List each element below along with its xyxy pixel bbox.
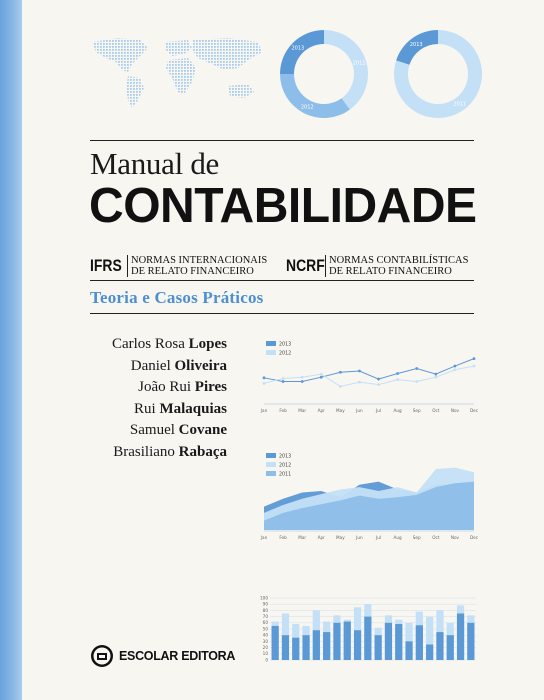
- x-tick-label: Sep: [412, 535, 421, 540]
- book-spine: [0, 0, 22, 700]
- legend-label: 2013: [279, 454, 292, 460]
- author: [112, 399, 227, 421]
- x-tick-label: Jun: [356, 408, 363, 413]
- bar-dark: [385, 623, 392, 660]
- y-tick-label: 80: [262, 607, 268, 613]
- publisher-logo-icon: [90, 644, 114, 668]
- x-tick-label: Oct: [432, 535, 440, 540]
- oceania-shape: [228, 84, 254, 98]
- legend-swatch: [266, 350, 276, 355]
- bar-dark: [272, 626, 279, 660]
- legend-label: 2013: [279, 342, 292, 348]
- x-tick-label: Jul: [376, 535, 382, 540]
- author-first-name: Brasiliano: [113, 443, 175, 460]
- author-first-name: João Rui: [138, 379, 192, 395]
- subtitle-rule: [90, 313, 474, 314]
- line-point: [282, 380, 285, 383]
- donut-chart-right: [390, 26, 486, 122]
- x-tick-label: Jul: [376, 408, 382, 413]
- y-tick-label: 0: [265, 657, 268, 663]
- line-point: [320, 373, 323, 376]
- donut-slice: [280, 74, 350, 118]
- y-tick-label: 90: [262, 601, 268, 607]
- top-rule: [90, 140, 474, 141]
- line-point: [263, 382, 266, 385]
- x-tick-label: Apr: [317, 535, 325, 540]
- author-last-name: Covane: [178, 422, 227, 438]
- world-map-illustration: [88, 34, 268, 114]
- author: [112, 420, 227, 442]
- line-point: [339, 385, 342, 388]
- author: [112, 442, 227, 464]
- x-tick-label: Feb: [279, 535, 287, 540]
- line-point: [434, 373, 437, 376]
- line-point: [358, 381, 361, 384]
- author-list: [112, 334, 227, 463]
- x-tick-label: Mar: [298, 408, 307, 413]
- author: [112, 334, 227, 356]
- x-tick-label: Feb: [279, 408, 287, 413]
- author-first-name: Daniel: [130, 357, 171, 374]
- bar-dark: [375, 635, 382, 660]
- bar-dark: [344, 622, 351, 660]
- line-point: [415, 380, 418, 383]
- asia-shape: [192, 38, 262, 70]
- legend-swatch: [266, 462, 276, 467]
- donut-slice-label: 2011: [453, 101, 467, 108]
- x-tick-label: Nov: [450, 408, 460, 413]
- line-point: [454, 368, 457, 371]
- bar-dark: [395, 624, 402, 660]
- ncrf-line-1: NORMAS CONTABILÍSTICAS: [329, 255, 469, 266]
- ifrs-line-1: NORMAS INTERNACIONAIS: [131, 255, 268, 266]
- x-tick-label: Dec: [469, 535, 479, 540]
- line-point: [415, 367, 418, 370]
- legend-swatch: [266, 471, 276, 476]
- line-point: [454, 365, 457, 368]
- bar-dark: [467, 623, 474, 660]
- x-tick-label: Apr: [317, 408, 325, 413]
- line-point: [301, 380, 304, 383]
- line-point: [358, 370, 361, 373]
- author-first-name: Rui: [134, 400, 156, 417]
- bar-dark: [426, 645, 433, 661]
- legend-label: 2012: [279, 463, 292, 469]
- mid-rule: [90, 280, 474, 281]
- bar-chart: [256, 594, 480, 666]
- ncrf-line-2: DE RELATO FINANCEIRO: [329, 266, 452, 277]
- x-tick-label: Sep: [412, 408, 421, 413]
- line-point: [396, 372, 399, 375]
- ifrs-description: [127, 255, 267, 277]
- line-point: [396, 378, 399, 381]
- author-last-name: Rabaça: [178, 443, 227, 460]
- line-point: [434, 376, 437, 379]
- x-tick-label: May: [336, 535, 345, 540]
- author-last-name: Oliveira: [174, 357, 227, 374]
- bar-dark: [302, 635, 309, 660]
- y-tick-label: 30: [262, 638, 268, 644]
- line-point: [377, 378, 380, 381]
- subtitle: Teoria e Casos Práticos: [90, 288, 264, 307]
- publisher-name: ESCOLAR EDITORA: [119, 649, 236, 663]
- author-first-name: Samuel: [129, 422, 175, 438]
- line-point: [473, 357, 476, 360]
- author: [112, 377, 227, 399]
- bar-dark: [282, 635, 289, 660]
- x-tick-label: Jun: [356, 535, 363, 540]
- line-point: [377, 383, 380, 386]
- europe-shape: [166, 40, 192, 56]
- line-point: [473, 365, 476, 368]
- y-tick-label: 20: [262, 645, 268, 650]
- line-point: [320, 376, 323, 379]
- donut-slice-label: 2011: [352, 60, 366, 67]
- y-tick-label: 50: [262, 626, 268, 632]
- ifrs-abbr: IFRS: [90, 256, 122, 275]
- donut-slice-label: 2013: [409, 41, 423, 48]
- bar-dark: [292, 638, 299, 660]
- line-series-2012: [264, 366, 474, 386]
- author-last-name: Lopes: [188, 336, 227, 352]
- ncrf-description: [325, 255, 468, 277]
- author-first-name: Carlos Rosa: [111, 336, 185, 352]
- line-point: [282, 377, 285, 380]
- south-america-shape: [126, 76, 144, 108]
- x-tick-label: Mar: [298, 535, 307, 540]
- donut-slice: [280, 30, 324, 74]
- bar-dark: [323, 632, 330, 660]
- bar-dark: [405, 641, 412, 660]
- legend-label: 2011: [279, 472, 292, 478]
- donut-slice-label: 2012: [300, 104, 314, 111]
- line-point: [339, 371, 342, 374]
- line-point: [301, 376, 304, 379]
- bar-dark: [313, 630, 320, 660]
- ncrf-abbr: NCRF: [286, 256, 325, 275]
- bar-dark: [333, 623, 340, 660]
- x-tick-label: Dec: [469, 408, 479, 413]
- x-tick-label: Oct: [432, 408, 440, 413]
- y-tick-label: 40: [262, 632, 268, 638]
- north-america-shape: [92, 38, 148, 72]
- x-tick-label: Aug: [393, 408, 402, 413]
- legend-swatch: [266, 453, 276, 458]
- ifrs-line-2: DE RELATO FINANCEIRO: [131, 266, 254, 277]
- y-tick-label: 60: [262, 620, 268, 626]
- donut-slice-label: 2013: [291, 45, 305, 52]
- y-tick-label: 10: [262, 651, 268, 657]
- bar-dark: [416, 625, 423, 660]
- bar-dark: [447, 635, 454, 660]
- legend-label: 2012: [279, 351, 292, 357]
- y-tick-label: 100: [260, 595, 268, 601]
- title-line-2: CONTABILIDADE: [89, 179, 477, 233]
- donut-slice: [324, 30, 368, 110]
- bar-dark: [436, 632, 443, 660]
- bar-dark: [457, 614, 464, 661]
- author-last-name: Pires: [194, 379, 227, 395]
- area-chart: [258, 448, 480, 544]
- x-tick-label: Jan: [260, 408, 268, 413]
- x-tick-label: May: [336, 408, 345, 413]
- legend-swatch: [266, 341, 276, 346]
- y-tick-label: 70: [262, 614, 268, 619]
- x-tick-label: Aug: [393, 535, 402, 540]
- bar-dark: [354, 630, 361, 660]
- line-chart: [258, 336, 480, 418]
- africa-shape: [166, 58, 196, 94]
- donut-chart-left: [276, 26, 372, 122]
- line-point: [263, 376, 266, 379]
- x-tick-label: Jan: [260, 535, 268, 540]
- x-tick-label: Nov: [450, 535, 460, 540]
- author-last-name: Malaquias: [159, 400, 227, 417]
- title-line-1: Manual de: [90, 146, 220, 181]
- author: [112, 356, 227, 378]
- bar-dark: [364, 617, 371, 660]
